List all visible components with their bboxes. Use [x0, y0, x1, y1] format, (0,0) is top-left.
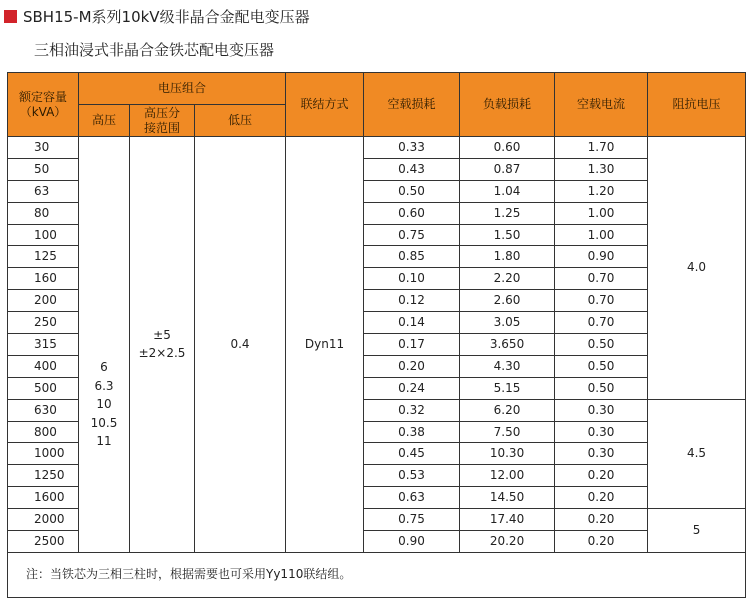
cell-no-load-current: 0.50 [555, 334, 648, 356]
cell-capacity: 63 [8, 180, 79, 202]
cell-load-loss: 5.15 [460, 377, 555, 399]
cell-no-load-loss: 0.38 [364, 421, 460, 443]
spec-table [7, 72, 746, 598]
cell-no-load-current: 0.50 [555, 377, 648, 399]
cell-impedance: 5 [648, 509, 746, 553]
cell-no-load-loss: 0.85 [364, 246, 460, 268]
cell-no-load-current: 1.30 [555, 158, 648, 180]
cell-load-loss: 1.04 [460, 180, 555, 202]
cell-load-loss: 0.60 [460, 137, 555, 159]
cell-no-load-current: 0.50 [555, 355, 648, 377]
page-title: SBH15-M系列10kV级非晶合金配电变压器 [23, 7, 310, 26]
header-connection: 联结方式 [286, 73, 364, 137]
cell-no-load-current: 0.20 [555, 465, 648, 487]
title-marker-icon [4, 10, 17, 23]
cell-tap-range: ±5 ±2×2.5 [130, 137, 195, 553]
cell-no-load-loss: 0.33 [364, 137, 460, 159]
cell-capacity: 50 [8, 158, 79, 180]
cell-load-loss: 12.00 [460, 465, 555, 487]
table-body [8, 137, 746, 553]
cell-load-loss: 7.50 [460, 421, 555, 443]
cell-capacity: 30 [8, 137, 79, 159]
cell-low-voltage: 0.4 [195, 137, 286, 553]
cell-no-load-loss: 0.60 [364, 202, 460, 224]
cell-no-load-current: 0.70 [555, 268, 648, 290]
cell-load-loss: 10.30 [460, 443, 555, 465]
cell-no-load-loss: 0.32 [364, 399, 460, 421]
cell-no-load-current: 0.70 [555, 290, 648, 312]
cell-load-loss: 4.30 [460, 355, 555, 377]
cell-no-load-current: 0.90 [555, 246, 648, 268]
title-row [4, 6, 310, 26]
table-note: 注：当铁芯为三相三柱时，根据需要也可采用Yy110联结组。 [8, 552, 746, 597]
cell-no-load-loss: 0.53 [364, 465, 460, 487]
cell-load-loss: 20.20 [460, 531, 555, 553]
cell-load-loss: 1.50 [460, 224, 555, 246]
cell-capacity: 100 [8, 224, 79, 246]
cell-no-load-loss: 0.12 [364, 290, 460, 312]
page-subtitle: 三相油浸式非晶合金铁芯配电变压器 [34, 41, 275, 59]
cell-capacity: 315 [8, 334, 79, 356]
cell-load-loss: 6.20 [460, 399, 555, 421]
cell-no-load-loss: 0.90 [364, 531, 460, 553]
cell-capacity: 200 [8, 290, 79, 312]
cell-load-loss: 1.80 [460, 246, 555, 268]
cell-connection: Dyn11 [286, 137, 364, 553]
cell-load-loss: 2.60 [460, 290, 555, 312]
table-row [8, 137, 746, 159]
cell-no-load-current: 0.20 [555, 509, 648, 531]
cell-load-loss: 17.40 [460, 509, 555, 531]
header-tap-range: 高压分 接范围 [130, 105, 195, 137]
cell-capacity: 500 [8, 377, 79, 399]
cell-no-load-loss: 0.10 [364, 268, 460, 290]
cell-no-load-current: 1.70 [555, 137, 648, 159]
cell-no-load-current: 1.00 [555, 202, 648, 224]
table-header [8, 73, 746, 137]
cell-no-load-current: 0.30 [555, 421, 648, 443]
cell-capacity: 1000 [8, 443, 79, 465]
cell-no-load-current: 1.00 [555, 224, 648, 246]
cell-capacity: 2500 [8, 531, 79, 553]
cell-capacity: 160 [8, 268, 79, 290]
cell-no-load-current: 0.30 [555, 399, 648, 421]
cell-load-loss: 3.05 [460, 312, 555, 334]
cell-no-load-loss: 0.63 [364, 487, 460, 509]
cell-load-loss: 3.650 [460, 334, 555, 356]
cell-capacity: 630 [8, 399, 79, 421]
cell-no-load-current: 0.20 [555, 531, 648, 553]
header-high-voltage: 高压 [79, 105, 130, 137]
header-low-voltage: 低压 [195, 105, 286, 137]
cell-no-load-loss: 0.75 [364, 509, 460, 531]
cell-capacity: 800 [8, 421, 79, 443]
header-voltage-group: 电压组合 [79, 73, 286, 105]
cell-load-loss: 2.20 [460, 268, 555, 290]
cell-no-load-current: 1.20 [555, 180, 648, 202]
cell-no-load-loss: 0.17 [364, 334, 460, 356]
cell-no-load-current: 0.70 [555, 312, 648, 334]
cell-impedance: 4.0 [648, 137, 746, 400]
cell-no-load-loss: 0.24 [364, 377, 460, 399]
cell-capacity: 1600 [8, 487, 79, 509]
cell-load-loss: 0.87 [460, 158, 555, 180]
cell-no-load-loss: 0.43 [364, 158, 460, 180]
cell-no-load-loss: 0.14 [364, 312, 460, 334]
cell-capacity: 400 [8, 355, 79, 377]
cell-impedance: 4.5 [648, 399, 746, 508]
cell-no-load-loss: 0.50 [364, 180, 460, 202]
header-capacity: 额定容量 （kVA） [8, 73, 79, 137]
header-no-load-current: 空载电流 [555, 73, 648, 137]
cell-capacity: 250 [8, 312, 79, 334]
cell-no-load-current: 0.30 [555, 443, 648, 465]
cell-load-loss: 14.50 [460, 487, 555, 509]
header-no-load-loss: 空载损耗 [364, 73, 460, 137]
cell-no-load-current: 0.20 [555, 487, 648, 509]
cell-no-load-loss: 0.75 [364, 224, 460, 246]
cell-load-loss: 1.25 [460, 202, 555, 224]
header-load-loss: 负载损耗 [460, 73, 555, 137]
cell-capacity: 125 [8, 246, 79, 268]
cell-capacity: 80 [8, 202, 79, 224]
cell-high-voltage: 6 6.3 10 10.5 11 [79, 137, 130, 553]
header-impedance: 阻抗电压 [648, 73, 746, 137]
cell-capacity: 2000 [8, 509, 79, 531]
cell-capacity: 1250 [8, 465, 79, 487]
cell-no-load-loss: 0.45 [364, 443, 460, 465]
cell-no-load-loss: 0.20 [364, 355, 460, 377]
